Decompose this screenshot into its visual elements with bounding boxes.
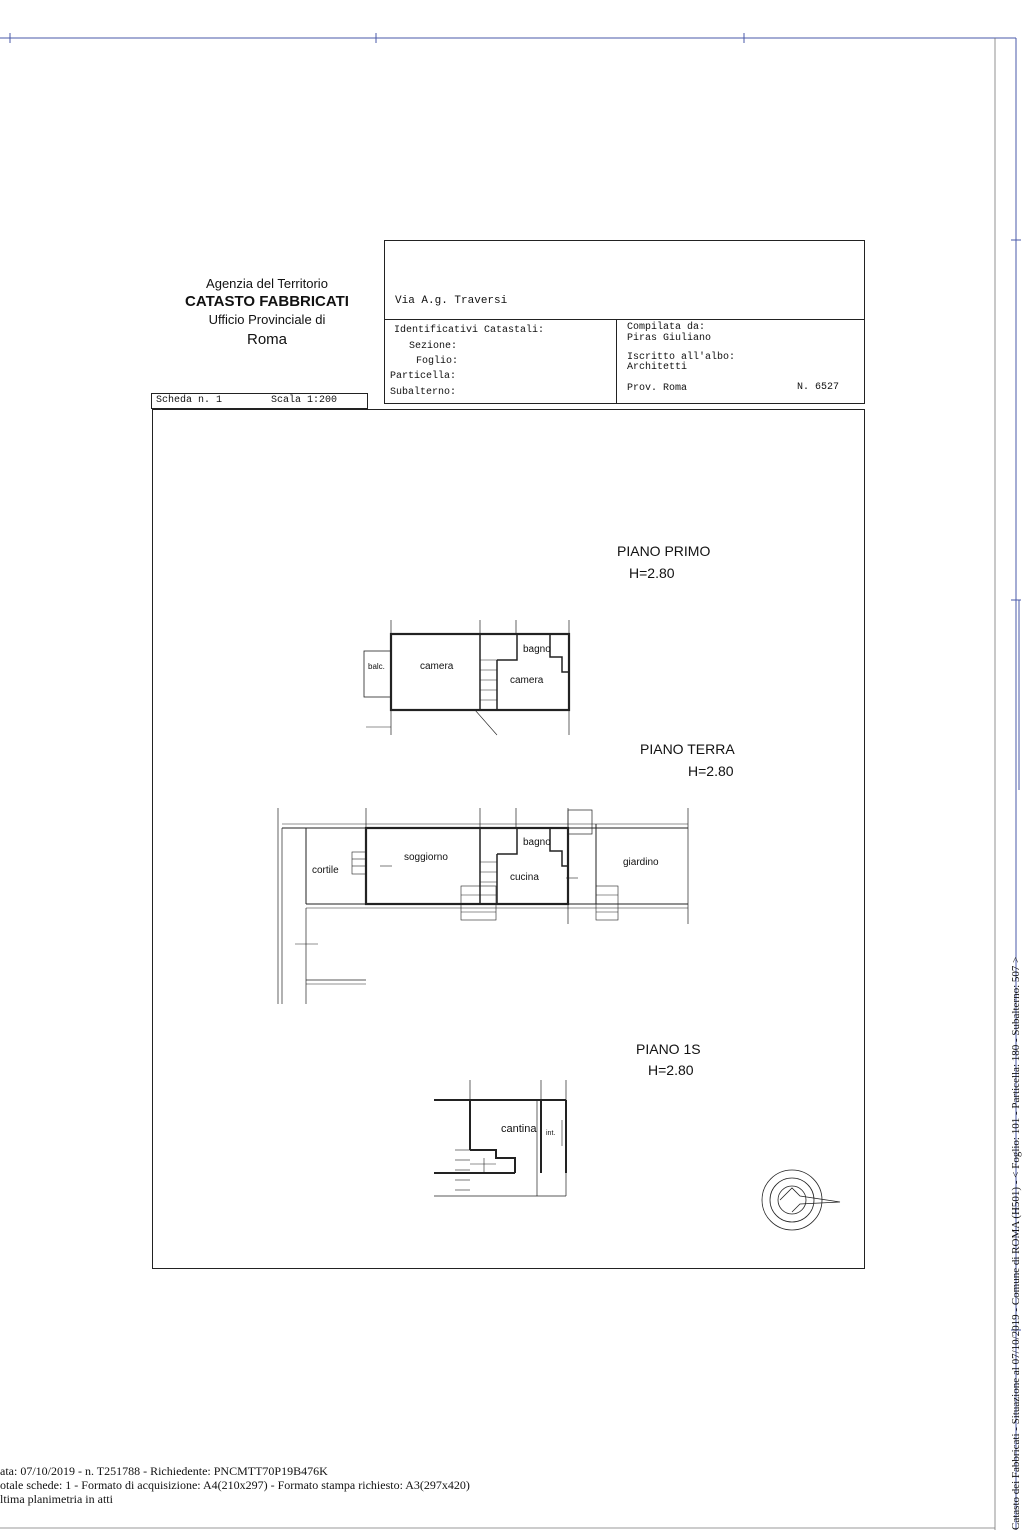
scale-label: Scala 1:200 bbox=[271, 395, 338, 406]
room-label-cortile: cortile bbox=[312, 865, 339, 876]
numero-label: N. 6527 bbox=[797, 382, 840, 393]
identificativi-label: Identificativi Catastali: bbox=[394, 325, 545, 336]
plan-piano-1s bbox=[434, 1080, 566, 1196]
city-name: Roma bbox=[246, 331, 287, 348]
particella-label: Particella: bbox=[390, 371, 457, 382]
footer-line-2: otale schede: 1 - Formato di acquisizione: A4(210x297) - Formato stampa richiesto: A3(297x420) bbox=[0, 1478, 470, 1492]
room-label-camera-2: camera bbox=[510, 675, 544, 686]
floor-title-primo: PIANO PRIMO bbox=[617, 543, 711, 559]
scheda-label: Scheda n. 1 bbox=[156, 395, 223, 406]
north-arrow bbox=[762, 1170, 840, 1230]
footer-text bbox=[0, 1464, 470, 1506]
room-label-bagno-1: bagno bbox=[523, 644, 551, 655]
room-label-balc: balc. bbox=[368, 662, 385, 671]
sezione-label: Sezione: bbox=[409, 341, 458, 352]
address-text: Via A.g. Traversi bbox=[395, 295, 508, 307]
iscritto-label: Iscritto all'albo: bbox=[627, 352, 736, 363]
side-vertical-text: Catasto dei Fabbricati - Situazione al 07/10/2019 - Comune di ROMA (H501) - < Foglio: 101 - Particella: 180 - Subalterno: 507 > bbox=[1010, 956, 1022, 1530]
room-label-cucina: cucina bbox=[510, 872, 539, 883]
room-label-int: int. bbox=[546, 1130, 556, 1137]
room-label-soggiorno: soggiorno bbox=[404, 852, 448, 863]
footer-line-1: ata: 07/10/2019 - n. T251788 - Richiedente: PNCMTT70P19B476K bbox=[0, 1464, 328, 1478]
plan-piano-terra bbox=[278, 808, 688, 1004]
ufficio-label: Ufficio Provinciale di bbox=[208, 312, 326, 327]
room-label-camera-1: camera bbox=[420, 661, 454, 672]
floor-title-terra: PIANO TERRA bbox=[640, 741, 735, 757]
room-label-giardino: giardino bbox=[623, 857, 659, 868]
compilata-name: Piras Giuliano bbox=[627, 333, 712, 344]
room-label-bagno-2: bagno bbox=[523, 837, 551, 848]
room-label-cantina: cantina bbox=[501, 1123, 537, 1135]
agency-name: Agenzia del Territorio bbox=[206, 276, 328, 291]
floor-height-primo: H=2.80 bbox=[629, 565, 675, 581]
foglio-label: Foglio: bbox=[416, 356, 459, 367]
floor-title-1s: PIANO 1S bbox=[636, 1041, 701, 1057]
subalterno-label: Subalterno: bbox=[390, 387, 457, 398]
prov-label: Prov. Roma bbox=[627, 383, 688, 394]
catasto-title: CATASTO FABBRICATI bbox=[185, 293, 349, 310]
compilata-label: Compilata da: bbox=[627, 322, 706, 333]
iscritto-value: Architetti bbox=[627, 362, 688, 373]
floor-height-1s: H=2.80 bbox=[648, 1062, 694, 1078]
floor-height-terra: H=2.80 bbox=[688, 763, 734, 779]
footer-line-3: ltima planimetria in atti bbox=[0, 1492, 113, 1506]
